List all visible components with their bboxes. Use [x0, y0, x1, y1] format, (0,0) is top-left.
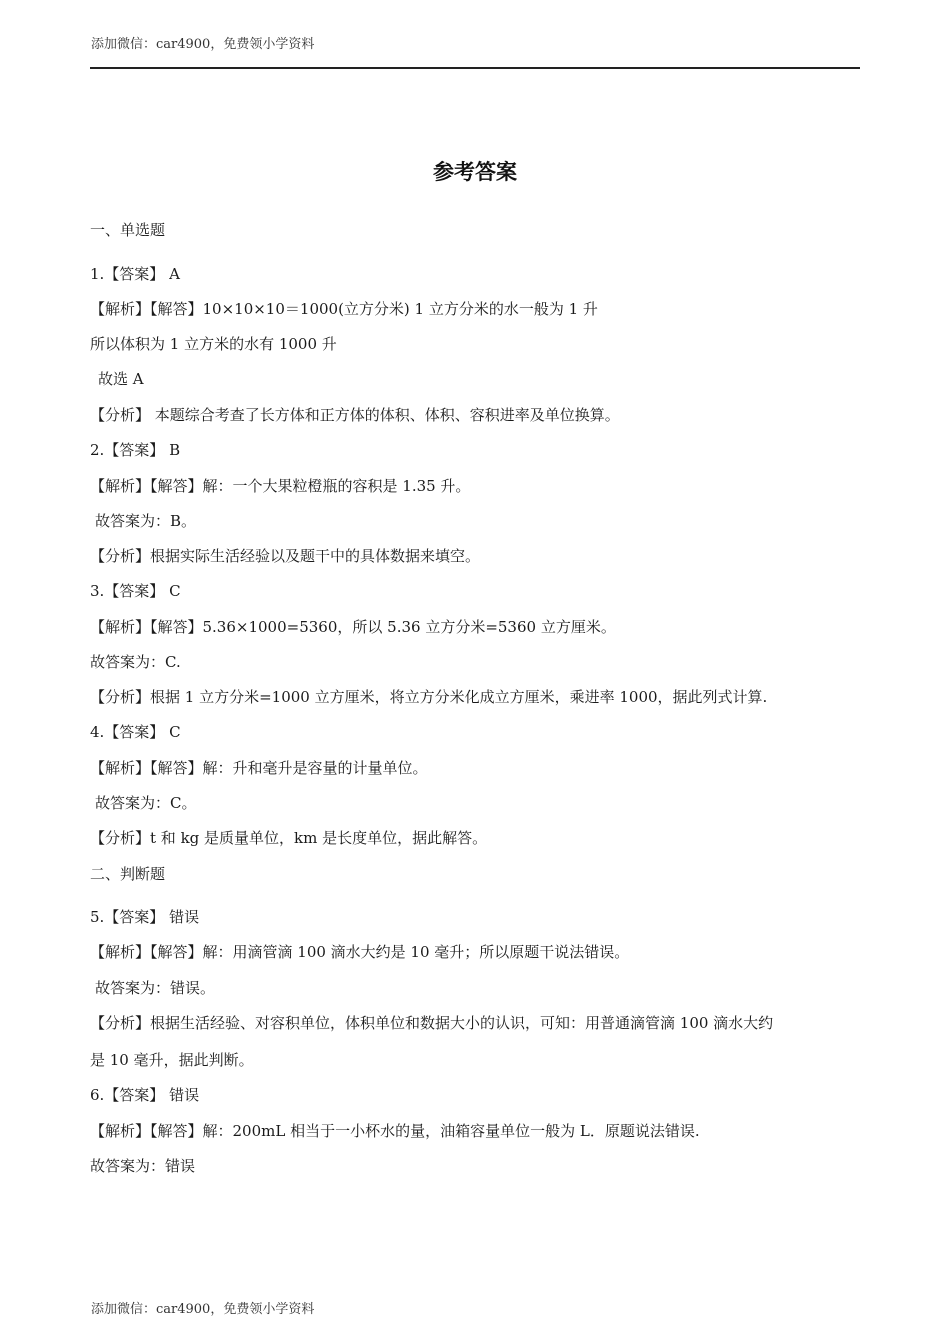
- explanation-line: 【解析】【解答】解：用滴管滴 100 滴水大约是 10 毫升；所以原题干说法错误。: [90, 943, 630, 961]
- answer-line: 4.【答案】 C: [90, 723, 181, 741]
- analysis-line: 【分析】根据实际生活经验以及题干中的具体数据来填空。: [90, 547, 481, 565]
- header-divider: [90, 67, 860, 69]
- analysis-line: 【分析】t 和 kg 是质量单位，km 是长度单位，据此解答。: [90, 829, 488, 847]
- section-heading: 二、判断题: [90, 865, 166, 883]
- answer-line: 3.【答案】 C: [90, 582, 181, 600]
- answer-line: 2.【答案】 B: [90, 441, 181, 459]
- explanation-line: 所以体积为 1 立方米的水有 1000 升: [90, 335, 337, 353]
- explanation-line: 【解析】【解答】解：200mL 相当于一小杯水的量，油箱容量单位一般为 L．原题说法错误.: [90, 1122, 700, 1140]
- analysis-line: 【分析】 本题综合考查了长方体和正方体的体积、体积、容积进率及单位换算。: [90, 406, 620, 424]
- analysis-line: 【分析】根据生活经验、对容积单位，体积单位和数据大小的认识，可知：用普通滴管滴 100 滴水大约: [90, 1014, 774, 1032]
- explanation-line: 【解析】【解答】解：升和毫升是容量的计量单位。: [90, 759, 428, 777]
- conclusion-line: 故答案为：C。: [95, 794, 197, 812]
- conclusion-line: 故答案为：错误。: [95, 979, 216, 997]
- conclusion-line: 故答案为：错误: [90, 1157, 196, 1175]
- section-heading: 一、单选题: [90, 221, 166, 239]
- conclusion-line: 故答案为：B。: [95, 512, 197, 530]
- conclusion-line: 故答案为：C.: [90, 653, 181, 671]
- explanation-line: 【解析】【解答】10×10×10＝1000(立方分米) 1 立方分米的水一般为 1 升: [90, 300, 598, 318]
- page-title: 参考答案: [433, 159, 517, 184]
- page-header: 添加微信：car4900，免费领小学资料: [91, 37, 315, 52]
- analysis-line-continued: 是 10 毫升，据此判断。: [90, 1051, 254, 1069]
- answer-line: 5.【答案】 错误: [90, 908, 200, 926]
- analysis-line: 【分析】根据 1 立方分米=1000 立方厘米，将立方分米化成立方厘米，乘进率 1000，据此列式计算.: [90, 688, 768, 706]
- answer-line: 1.【答案】 A: [90, 265, 180, 283]
- conclusion-line: 故选 A: [98, 370, 144, 388]
- page-footer: 添加微信：car4900，免费领小学资料: [91, 1302, 315, 1317]
- answer-line: 6.【答案】 错误: [90, 1086, 200, 1104]
- explanation-line: 【解析】【解答】解：一个大果粒橙瓶的容积是 1.35 升。: [90, 477, 471, 495]
- explanation-line: 【解析】【解答】5.36×1000=5360，所以 5.36 立方分米=5360 立方厘米。: [90, 618, 616, 636]
